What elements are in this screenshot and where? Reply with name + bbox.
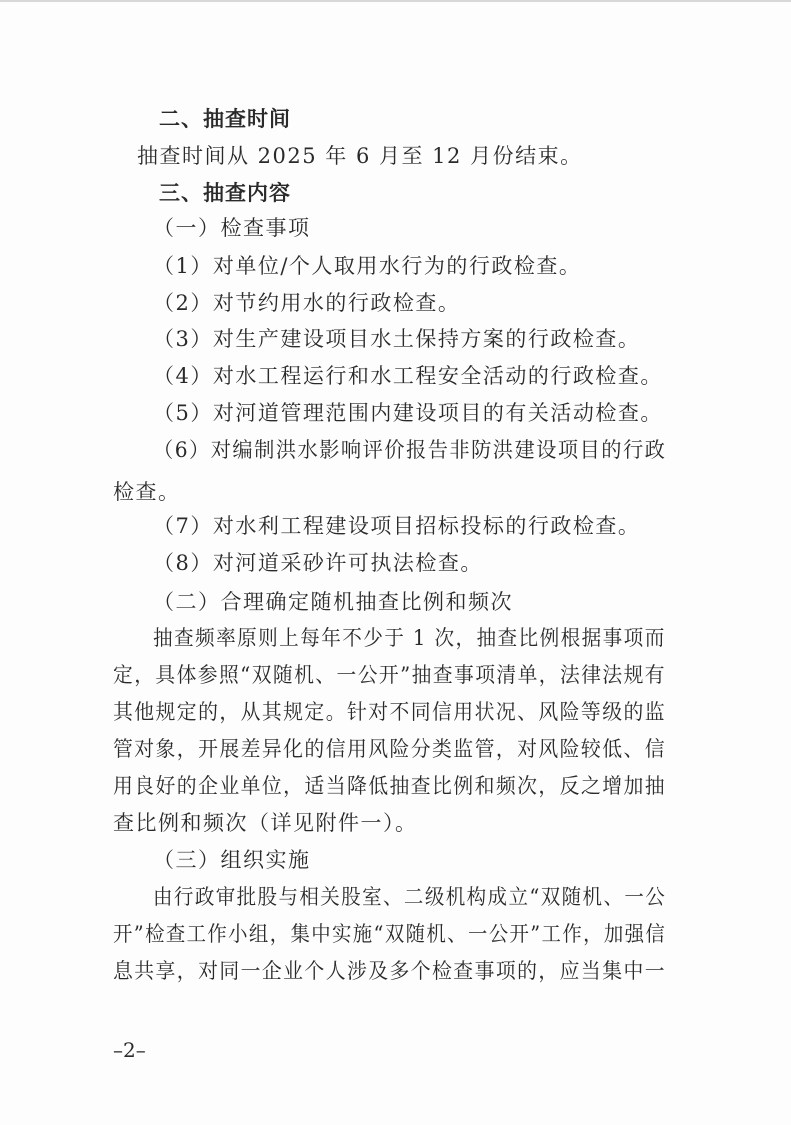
list-item: （3）对生产建设项目水土保持方案的行政检查。 xyxy=(153,327,641,351)
subsection-heading-implementation: （三）组织实施 xyxy=(153,848,311,872)
paragraph-line: 其他规定的，从其规定。针对不同信用状况、风险等级的监 xyxy=(113,700,667,724)
paragraph-line: 用良好的企业单位，适当降低抽查比例和频次，反之增加抽 xyxy=(113,774,667,798)
paragraph-line: 管对象，开展差异化的信用风险分类监管，对风险较低、信 xyxy=(113,737,667,761)
list-item: （8）对河道采砂许可执法检查。 xyxy=(153,551,483,575)
list-item: （2）对节约用水的行政检查。 xyxy=(153,291,461,315)
paragraph-line: 抽查频率原则上每年不少于 1 次，抽查比例根据事项而 xyxy=(153,626,666,650)
list-item: （6）对编制洪水影响评价报告非防洪建设项目的行政 xyxy=(153,438,667,462)
list-item: （7）对水利工程建设项目招标投标的行政检查。 xyxy=(153,514,641,538)
subsection-heading-ratio: （二）合理确定随机抽查比例和频次 xyxy=(153,590,513,614)
paragraph-line: 由行政审批股与相关股室、二级机构成立“双随机、一公 xyxy=(153,885,667,909)
subsection-heading-items: （一）检查事项 xyxy=(153,216,311,240)
paragraph-line: 开”检查工作小组，集中实施“双随机、一公开”工作，加强信 xyxy=(113,922,667,946)
list-item: （1）对单位/个人取用水行为的行政检查。 xyxy=(153,254,582,278)
section-heading-time: 二、抽查时间 xyxy=(159,107,291,131)
page-number: –2– xyxy=(113,1038,146,1062)
section-heading-content: 三、抽查内容 xyxy=(159,181,291,205)
paragraph-line: 抽查时间从 2025 年 6 月至 12 月份结束。 xyxy=(137,144,583,168)
paragraph-line: 查比例和频次（详见附件一）。 xyxy=(113,811,418,835)
paragraph-line: 息共享，对同一企业个人涉及多个检查事项的，应当集中一 xyxy=(113,959,667,983)
list-item-continuation: 检查。 xyxy=(113,480,181,504)
paragraph-line: 定，具体参照“双随机、一公开”抽查事项清单，法律法规有 xyxy=(113,663,666,687)
list-item: （4）对水工程运行和水工程安全活动的行政检查。 xyxy=(153,364,663,388)
list-item: （5）对河道管理范围内建设项目的有关活动检查。 xyxy=(153,401,663,425)
